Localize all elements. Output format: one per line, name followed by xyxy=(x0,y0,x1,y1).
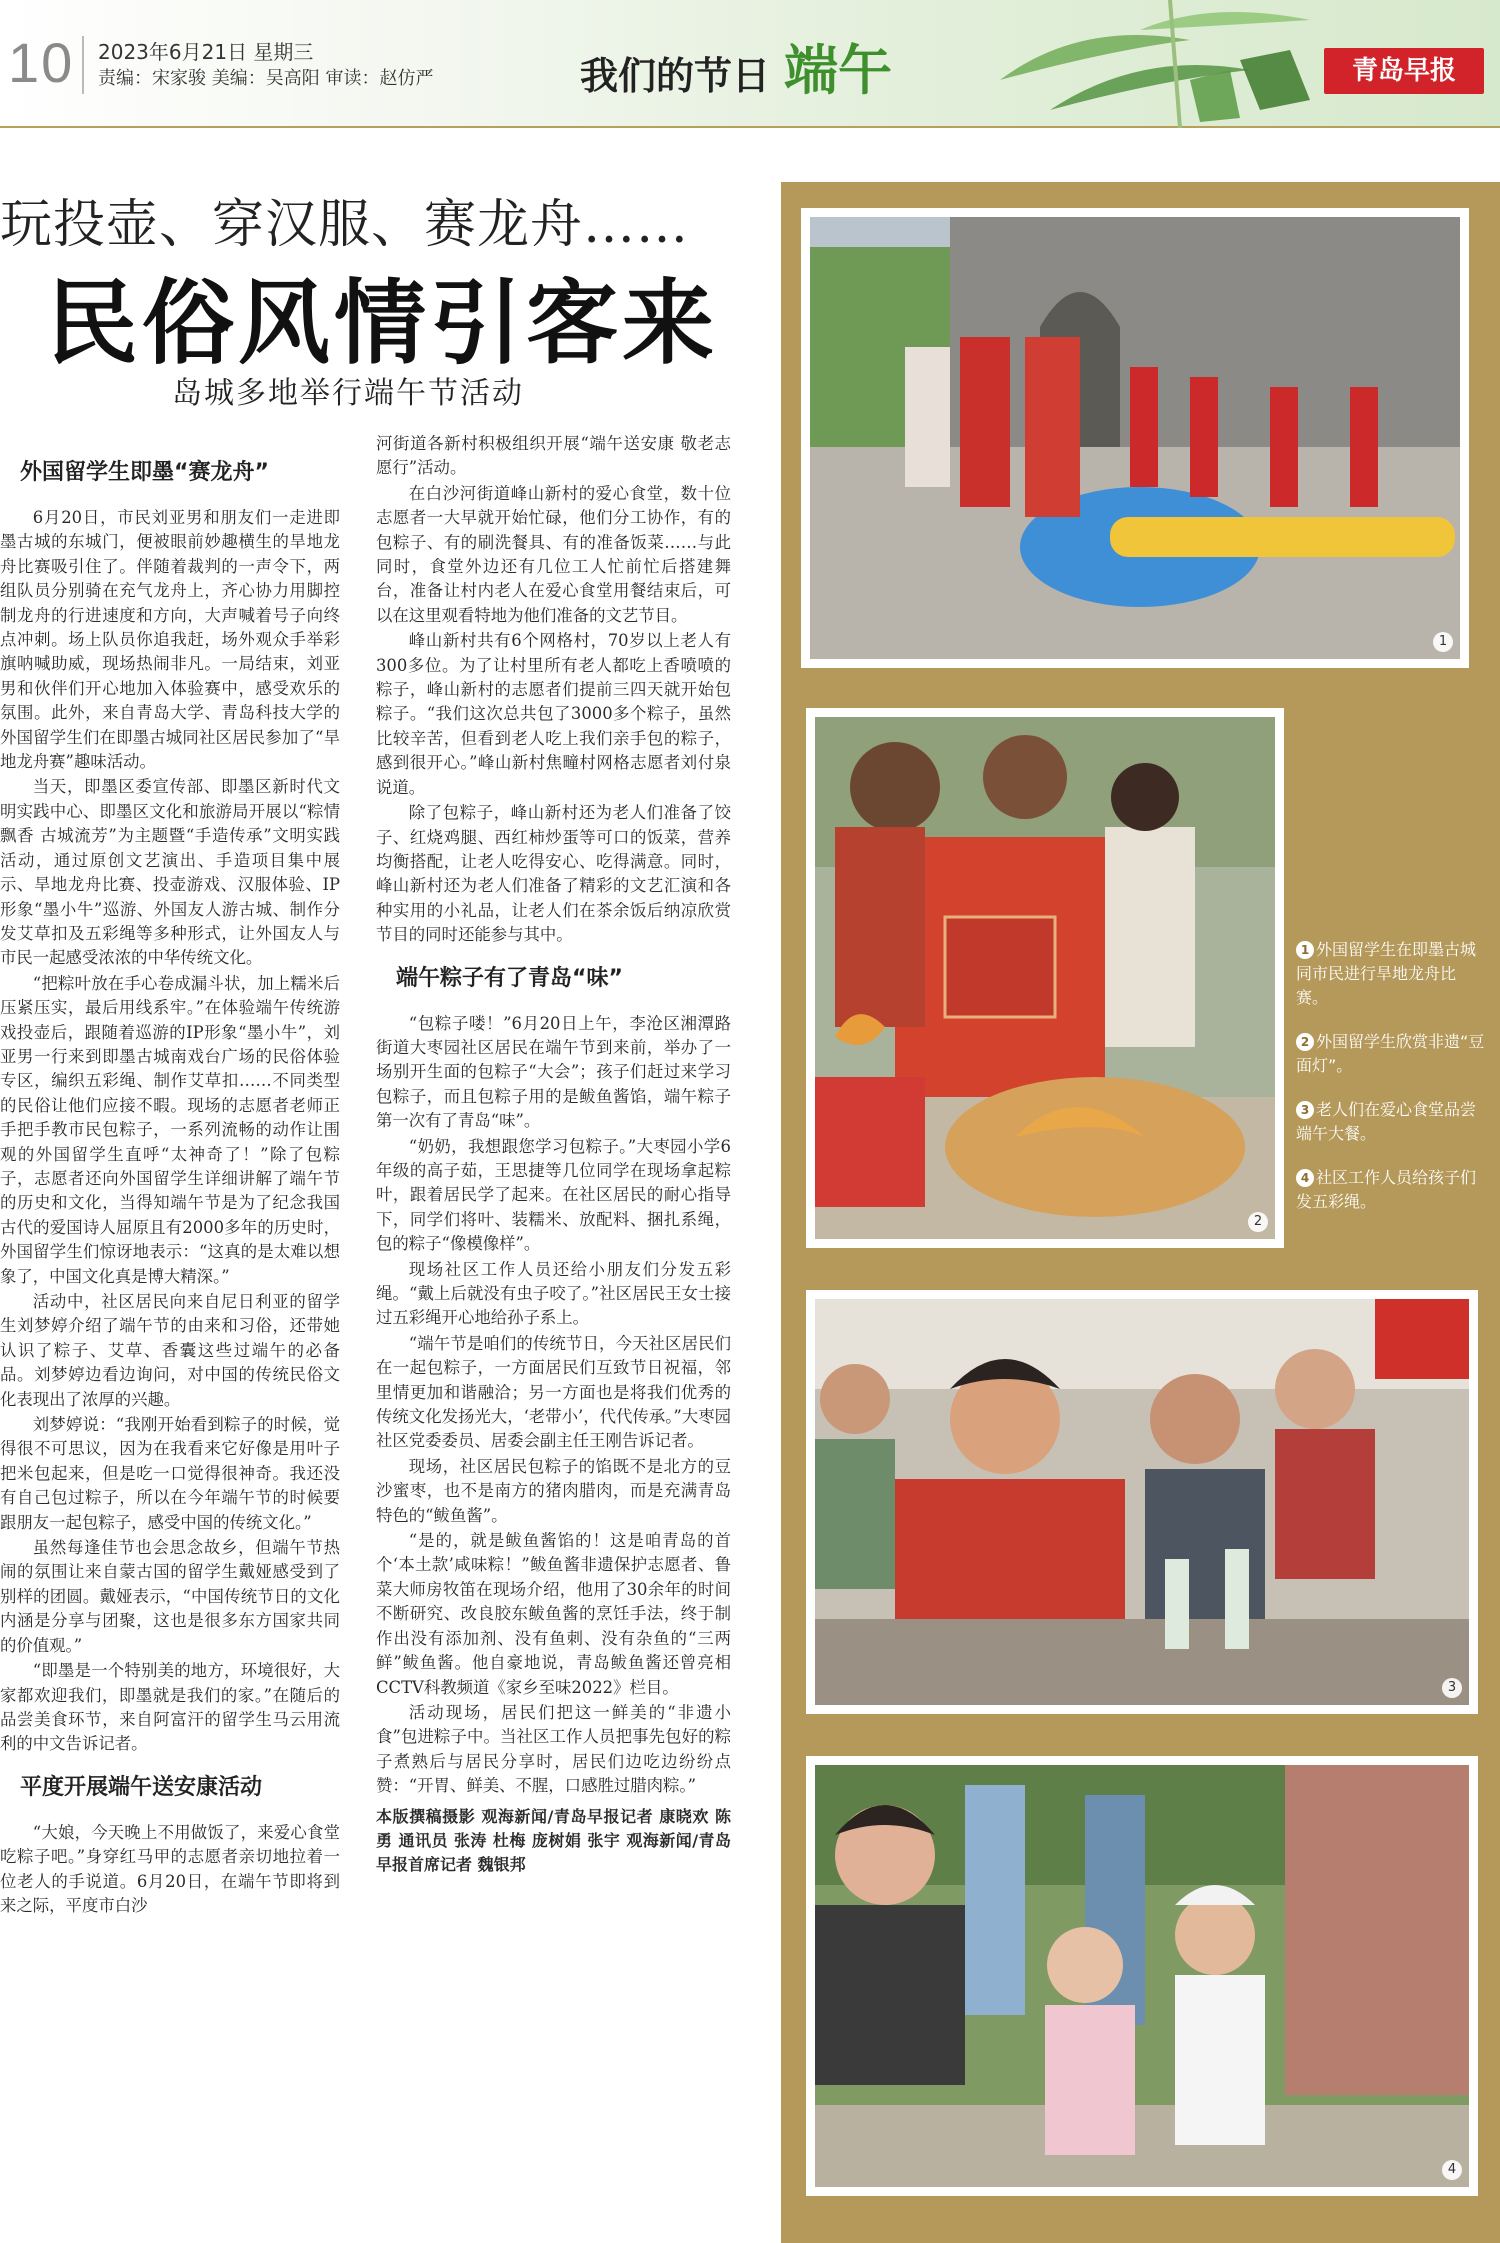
paragraph: 虽然每逢佳节也会思念故乡，但端午节热闹的氛围让来自蒙古国的留学生戴娅感受到了别样的团圆。戴娅表示，“中国传统节日的文化内涵是分享与团聚，这也是很多东方国家共同的价值观。” xyxy=(0,1538,340,1655)
caption-text: 外国留学生欣赏非遗“豆面灯”。 xyxy=(1296,1032,1485,1075)
paragraph: 刘梦婷说：“我刚开始看到粽子的时候，觉得很不可思议，因为在我看来它好像是用叶子把米包起来，但是吃一口觉得很神奇。我还没有自己包过粽子，所以在今年端午节的时候要跟朋友一起包粽子，感受中国的传统文化。” xyxy=(0,1415,340,1532)
caption-number: 3 xyxy=(1296,1101,1314,1119)
page-header xyxy=(0,0,1500,128)
article-column-1 xyxy=(0,450,340,1919)
section-title-pingdu: 平度开展端午送安康活动 xyxy=(20,1774,263,1800)
caption-text: 外国留学生在即墨古城同市民进行旱地龙舟比赛。 xyxy=(1296,940,1477,1007)
section-title-dragon-boat: 外国留学生即墨“赛龙舟” xyxy=(20,460,269,485)
photo-number-badge: 1 xyxy=(1433,632,1453,652)
paragraph: 当天，即墨区委宣传部、即墨区新时代文明实践中心、即墨区文化和旅游局开展以“粽情飘香 古城流芳”为主题暨“手造传承”文明实践活动，通过原创文艺演出、手造项目集中展示、旱地龙舟比赛、投壶游戏、汉服体验、IP形象“墨小牛”巡游、外国友人游古城、制作分发艾草扣及五彩绳等多种形式，让外国友人与市民一起感受浓浓的中华传统文化。 xyxy=(0,777,340,968)
caption-number: 4 xyxy=(1296,1169,1314,1187)
paragraph: “把粽叶放在手心卷成漏斗状，加上糯米后压紧压实，最后用线系牢。”在体验端午传统游戏投壶后，跟随着巡游的IP形象“墨小牛”，刘亚男一行来到即墨古城南戏台广场的民俗体验专区，编织五彩绳、制作艾草扣……不同类型的民俗让他们应接不暇。现场的志愿者老师正手把手教市民包粽子，一系列流畅的动作让围观的外国留学生直呼“太神奇了！”除了包粽子，志愿者还向外国留学生详细讲解了端午节的历史和文化，当得知端午节是为了纪念我国古代的爱国诗人屈原且有2000多年的历史时，外国留学生们惊讶地表示：“这真的是太难以想象了，中国文化真是博大精深。” xyxy=(0,973,340,1286)
paragraph: “端午节是咱们的传统节日，今天社区居民们在一起包粽子，一方面居民们互致节日祝福，邻里情更加和谐融洽；另一方面也是将我们优秀的传统文化发扬光大，‘老带小’，代代传承。”大枣园社区党委委员、居委会副主任王刚告诉记者。 xyxy=(376,1333,731,1451)
photo-dough-lamp-image xyxy=(815,717,1275,1239)
caption-1 xyxy=(1296,938,1486,1010)
bamboo-leaves-icon xyxy=(990,0,1320,128)
article-headline: 民俗风情引客来 xyxy=(46,270,719,377)
article-subhead: 岛城多地举行端午节活动 xyxy=(172,376,524,411)
newspaper-logo: 青岛早报 xyxy=(1324,48,1484,94)
header-divider xyxy=(82,36,84,94)
photo-dragon-boat-race xyxy=(801,208,1469,668)
paragraph: 6月20日，市民刘亚男和朋友们一走进即墨古城的东城门，便被眼前妙趣横生的旱地龙舟比赛吸引住了。伴随着裁判的一声令下，两组队员分别骑在充气龙舟上，齐心协力用脚控制龙舟的行进速度和方向，大声喊着号子向终点冲刺。场上队员你追我赶，场外观众手举彩旗呐喊助威，现场热闹非凡。一局结束，刘亚男和伙伴们开心地加入体验赛中，感受欢乐的氛围。此外，来自青岛大学、青岛科技大学的外国留学生们在即墨古城同社区居民参加了“旱地龙舟赛”趣味活动。 xyxy=(0,508,340,772)
paragraph: “包粽子喽！”6月20日上午，李沧区湘潭路街道大枣园社区居民在端午节到来前，举办了一场别开生面的包粽子“大会”；孩子们赶过来学习包粽子，而且包粽子用的是鲅鱼酱馅，端午粽子第一次有了青岛“味”。 xyxy=(376,1013,731,1131)
caption-number: 2 xyxy=(1296,1033,1314,1051)
paragraph: “大娘，今天晚上不用做饭了，来爱心食堂吃粽子吧。”身穿红马甲的志愿者亲切地拉着一位老人的手说道。6月20日，在端午节即将到来之际，平度市白沙 xyxy=(0,1822,340,1915)
paragraph: 现场社区工作人员还给小朋友们分发五彩绳。“戴上后就没有虫子咬了。”社区居民王女士接过五彩绳开心地给孙子系上。 xyxy=(376,1259,731,1328)
paragraph: 活动中，社区居民向来自尼日利亚的留学生刘梦婷介绍了端午节的由来和习俗，还带她认识了粽子、艾草、香囊这些过端午的必备品。刘梦婷边看边询问，对中国的传统民俗文化表现出了浓厚的兴趣。 xyxy=(0,1292,340,1409)
photo-captions xyxy=(1296,938,1486,1234)
paragraph: 河街道各新村积极组织开展“端午送安康 敬老志愿行”活动。 xyxy=(376,434,731,478)
paragraph: 现场，社区居民包粽子的馅既不是北方的豆沙蜜枣，也不是南方的猪肉腊肉，而是充满青岛特色的“鲅鱼酱”。 xyxy=(376,1456,731,1525)
editor-credits: 责编：宋家骏 美编：吴高阳 审读：赵仿严 xyxy=(98,68,434,89)
photo-number-badge: 3 xyxy=(1442,1678,1462,1698)
photo-number-badge: 4 xyxy=(1442,2160,1462,2180)
paragraph: 在白沙河街道峰山新村的爱心食堂，数十位志愿者一大早就开始忙碌，他们分工协作，有的包粽子、有的刷洗餐具、有的准备饭菜……与此同时，食堂外边还有几位工人忙前忙后搭建舞台，准备让村内老人在爱心食堂用餐结束后，可以在这里观看特地为他们准备的文艺节目。 xyxy=(376,483,731,625)
paragraph: 峰山新村共有6个网格村，70岁以上老人有300多位。为了让村里所有老人都吃上香喷喷的粽子，峰山新村的志愿者们提前三四天就开始包粽子。“我们这次总共包了3000多个粽子，虽然比较辛苦，但看到老人吃上我们亲手包的粽子，感到很开心。”峰山新村焦疃村网格志愿者刘付泉说道。 xyxy=(376,631,731,797)
paragraph: “奶奶，我想跟您学习包粽子。”大枣园小学6年级的高子茹，王思捷等几位同学在现场拿起粽叶，跟着居民学了起来。在社区居民的耐心指导下，同学们将叶、装糯米、放配料、捆扎系绳，包的粽子“像模像样”。 xyxy=(376,1136,731,1254)
paragraph: “即墨是一个特别美的地方，环境很好，大家都欢迎我们，即墨就是我们的家。”在随后的品尝美食环节，来自阿富汗的留学生马云用流利的中文告诉记者。 xyxy=(0,1661,340,1754)
page-number: 10 xyxy=(8,31,75,94)
article-column-2 xyxy=(376,432,731,1877)
photo-number-badge: 2 xyxy=(1248,1212,1268,1232)
section-title-qingdao-flavor: 端午粽子有了青岛“味” xyxy=(396,965,623,991)
caption-text: 老人们在爱心食堂品尝端午大餐。 xyxy=(1296,1100,1477,1143)
caption-2 xyxy=(1296,1030,1486,1078)
photo-elderly-dinner-image xyxy=(815,1299,1469,1705)
article-kicker: 玩投壶、穿汉服、赛龙舟…… xyxy=(0,195,690,255)
caption-number: 1 xyxy=(1296,941,1314,959)
issue-date: 2023年6月21日 星期三 xyxy=(98,40,314,64)
photo-elderly-dinner xyxy=(806,1290,1478,1714)
paragraph: 活动现场，居民们把这一鲜美的“非遗小食”包进粽子中。当社区工作人员把事先包好的粽子煮熟后与居民分享时，居民们边吃边纷纷点赞：“开胃、鲜美、不腥，口感胜过腊肉粽。” xyxy=(376,1702,731,1796)
photo-five-color-rope-image xyxy=(815,1765,1469,2187)
festival-title-text: 我们的节日 xyxy=(580,53,771,98)
photo-dough-lamp xyxy=(806,708,1284,1248)
photo-credit: 本版撰稿摄影 观海新闻/青岛早报记者 康晓欢 陈勇 通讯员 张涛 杜梅 庞树娟 张宇 观海新闻/青岛早报首席记者 魏银邦 xyxy=(376,1806,731,1874)
photo-dragon-boat-image xyxy=(810,217,1460,659)
caption-text: 社区工作人员给孩子们发五彩绳。 xyxy=(1296,1168,1477,1211)
caption-3 xyxy=(1296,1098,1486,1146)
festival-title xyxy=(580,28,892,105)
caption-4 xyxy=(1296,1166,1486,1214)
paragraph: “是的，就是鲅鱼酱馅的！这是咱青岛的首个‘本土款’咸味粽！”鲅鱼酱非遗保护志愿者、鲁菜大师房牧笛在现场介绍，他用了30余年的时间不断研究、改良胶东鲅鱼酱的烹饪手法，终于制作出没有添加剂、没有鱼刺、没有杂鱼的“三两鲜”鲅鱼酱。他自豪地说，青岛鲅鱼酱还曾亮相CCTV科教频道《家乡至味2022》栏目。 xyxy=(376,1531,731,1697)
photo-five-color-rope xyxy=(806,1756,1478,2196)
festival-accent-text: 端午 xyxy=(784,38,893,102)
paragraph: 除了包粽子，峰山新村还为老人们准备了饺子、红烧鸡腿、西红柿炒蛋等可口的饭菜，营养均衡搭配，让老人吃得安心、吃得满意。同时，峰山新村还为老人们准备了精彩的文艺汇演和各种实用的小礼品，让老人们在茶余饭后纳凉欣赏节目的同时还能参与其中。 xyxy=(376,803,731,945)
